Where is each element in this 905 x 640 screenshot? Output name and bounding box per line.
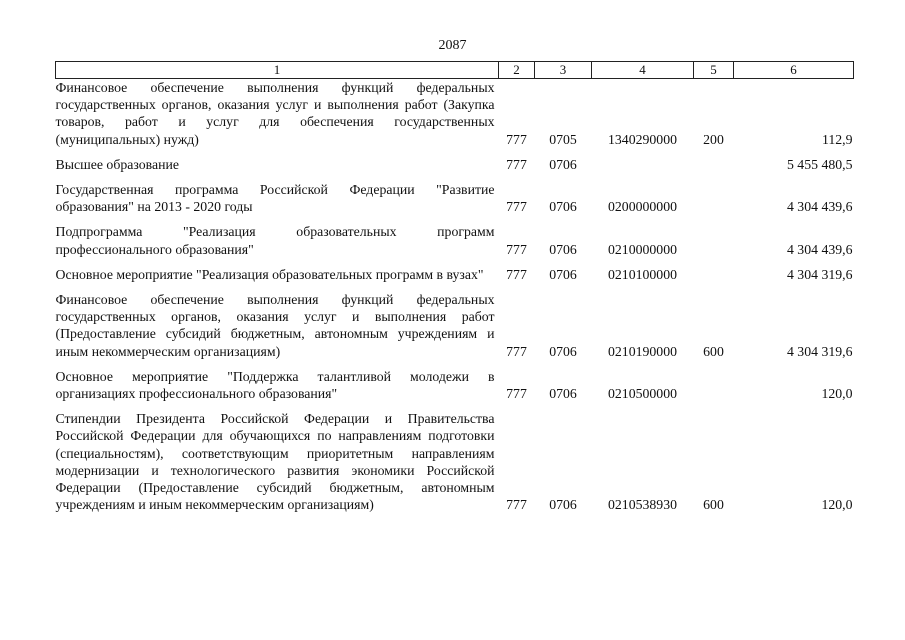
row-section-code: 0706 xyxy=(549,241,577,257)
table-row xyxy=(56,410,854,513)
budget-table xyxy=(55,61,854,513)
row-amount: 112,9 xyxy=(821,131,853,147)
row-target-code: 0210500000 xyxy=(608,386,677,402)
row-amount: 4 304 319,6 xyxy=(786,343,853,359)
row-expense-type xyxy=(694,156,734,173)
page-number: 2087 xyxy=(438,38,467,53)
row-ministry-code: 777 xyxy=(506,386,527,402)
table-row xyxy=(56,156,854,173)
row-section-code: 0706 xyxy=(549,343,577,359)
row-expense-type xyxy=(694,223,734,257)
header-col-4: 4 xyxy=(592,62,694,79)
row-description: Основное мероприятие "Поддержка талантливой молодежи в организациях профессионального образования" xyxy=(55,368,495,402)
table-header xyxy=(56,62,854,79)
table-row xyxy=(56,291,854,360)
row-ministry-code: 777 xyxy=(506,241,527,257)
row-ministry-code: 777 xyxy=(506,266,527,282)
row-target-code: 0200000000 xyxy=(608,199,677,215)
table-row xyxy=(56,266,854,283)
table-row xyxy=(56,79,854,148)
row-target-code: 1340290000 xyxy=(608,131,677,147)
row-section-code: 0706 xyxy=(549,386,577,402)
row-target-code xyxy=(592,156,694,173)
row-target-code: 0210000000 xyxy=(608,241,677,257)
table-body xyxy=(56,79,854,514)
row-expense-type xyxy=(694,181,734,215)
row-section-code: 0706 xyxy=(549,266,577,282)
header-col-6: 6 xyxy=(734,62,854,79)
row-target-code: 0210538930 xyxy=(608,497,677,513)
table-row xyxy=(56,181,854,215)
header-col-5: 5 xyxy=(694,62,734,79)
row-ministry-code: 777 xyxy=(506,497,527,513)
header-col-3: 3 xyxy=(535,62,592,79)
header-col-1: 1 xyxy=(56,62,499,79)
row-ministry-code: 777 xyxy=(506,343,527,359)
row-description: Основное мероприятие "Реализация образовательных программ в вузах" xyxy=(55,266,484,282)
row-target-code: 0210100000 xyxy=(608,266,677,282)
table-row xyxy=(56,223,854,257)
row-amount: 4 304 319,6 xyxy=(786,266,853,282)
row-section-code: 0706 xyxy=(549,156,577,172)
row-description: Высшее образование xyxy=(55,156,179,172)
row-ministry-code: 777 xyxy=(506,199,527,215)
row-expense-type: 200 xyxy=(703,131,724,147)
row-section-code: 0706 xyxy=(549,497,577,513)
row-description: Подпрограмма "Реализация образовательных программ профессионального образования" xyxy=(55,224,495,257)
row-amount: 5 455 480,5 xyxy=(786,156,853,172)
row-description: Финансовое обеспечение выполнения функций федеральных государственных органов, оказания услуг и выполнения работ (Закупка товаров, работ и услуг для обеспечения государственных (муниципальных) нужд) xyxy=(55,80,495,147)
row-description: Государственная программа Российской Федерации "Развитие образования" на 2013 - 2020 годы xyxy=(55,182,495,215)
row-target-code: 0210190000 xyxy=(608,343,677,359)
row-description: Стипендии Президента Российской Федерации и Правительства Российской Федерации для обучающихся по направлениям подготовки (специальностям), соответствующим приоритетным направлениям модернизации и технологического развития экономики Российской Федерации (Предоставление субсидий бюджетным, автономным учреждениям и иным некоммерческим организациям) xyxy=(55,411,495,513)
header-col-2: 2 xyxy=(499,62,535,79)
row-expense-type: 600 xyxy=(703,497,724,513)
row-ministry-code: 777 xyxy=(506,156,527,172)
row-ministry-code: 777 xyxy=(506,131,527,147)
row-amount: 120,0 xyxy=(821,497,853,513)
row-expense-type: 600 xyxy=(703,343,724,359)
row-description: Финансовое обеспечение выполнения функций федеральных государственных органов, оказания услуг и выполнения работ (Предоставление субсидий бюджетным, автономным учреждениям и иным некоммерческим организациям) xyxy=(55,292,495,359)
row-section-code: 0705 xyxy=(549,131,577,147)
row-expense-type xyxy=(694,266,734,283)
row-section-code: 0706 xyxy=(549,199,577,215)
row-expense-type xyxy=(694,368,734,402)
row-amount: 4 304 439,6 xyxy=(786,241,853,257)
table-row xyxy=(56,368,854,402)
row-amount: 120,0 xyxy=(821,386,853,402)
row-amount: 4 304 439,6 xyxy=(786,199,853,215)
